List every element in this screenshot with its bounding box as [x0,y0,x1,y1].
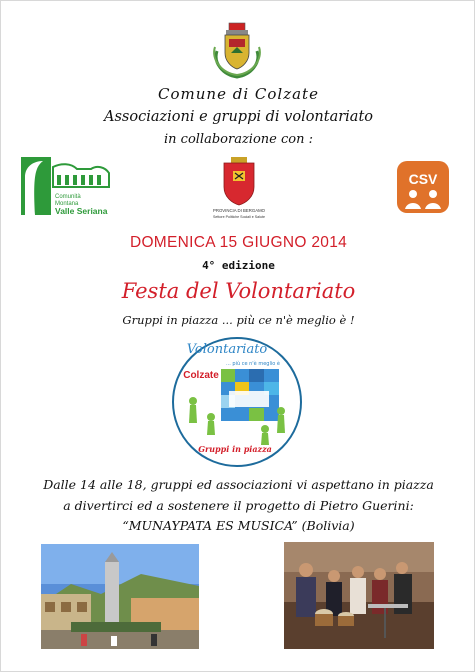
comunita-label: Comunità [55,194,81,200]
csv-label: CSV [408,171,438,187]
body-line-3: “MUNAYPATA ES MUSICA” (Bolivia) [122,518,355,533]
event-edition: 4° edizione [202,259,275,272]
body-line-2: a divertirci ed a sostenere il progetto di Pietro Guerini: [63,498,414,513]
collaborazione-line: in collaborazione con : [164,132,313,147]
badge-bottom-text: Gruppi in piazza [198,444,272,454]
badge-sub-text: ... più ce n'è meglio è [226,361,280,367]
associazioni-line: Associazioni e gruppi di volontariato [103,109,374,125]
town-square-photo [41,544,199,649]
provincia-label: PROVINCIA DI BERGAMO [212,208,266,213]
event-tagline: Gruppi in piazza ... più ce n'è meglio è ! [122,313,355,327]
comunita-montana-logo [21,157,113,219]
colzate-crest-icon [209,21,265,79]
event-title: Festa del Volontariato [121,279,356,303]
badge-town-text: Colzate [183,370,219,381]
volontariato-badge [169,335,305,469]
settore-label: Settore Politiche Sociali e Salute [213,215,265,219]
event-date: DOMENICA 15 GIUGNO 2014 [129,234,348,251]
comune-title: Comune di Colzate [158,85,319,103]
badge-top-text: Volontariato [186,342,268,357]
provincia-bergamo-logo [202,157,276,221]
csv-logo [393,157,453,217]
montana-label: Montana [55,201,79,207]
valle-seriana-label: Valle Seriana [55,206,108,216]
musicians-photo [284,542,434,649]
body-line-1: Dalle 14 alle 18, gruppi ed associazioni vi aspettano in piazza [43,477,434,492]
